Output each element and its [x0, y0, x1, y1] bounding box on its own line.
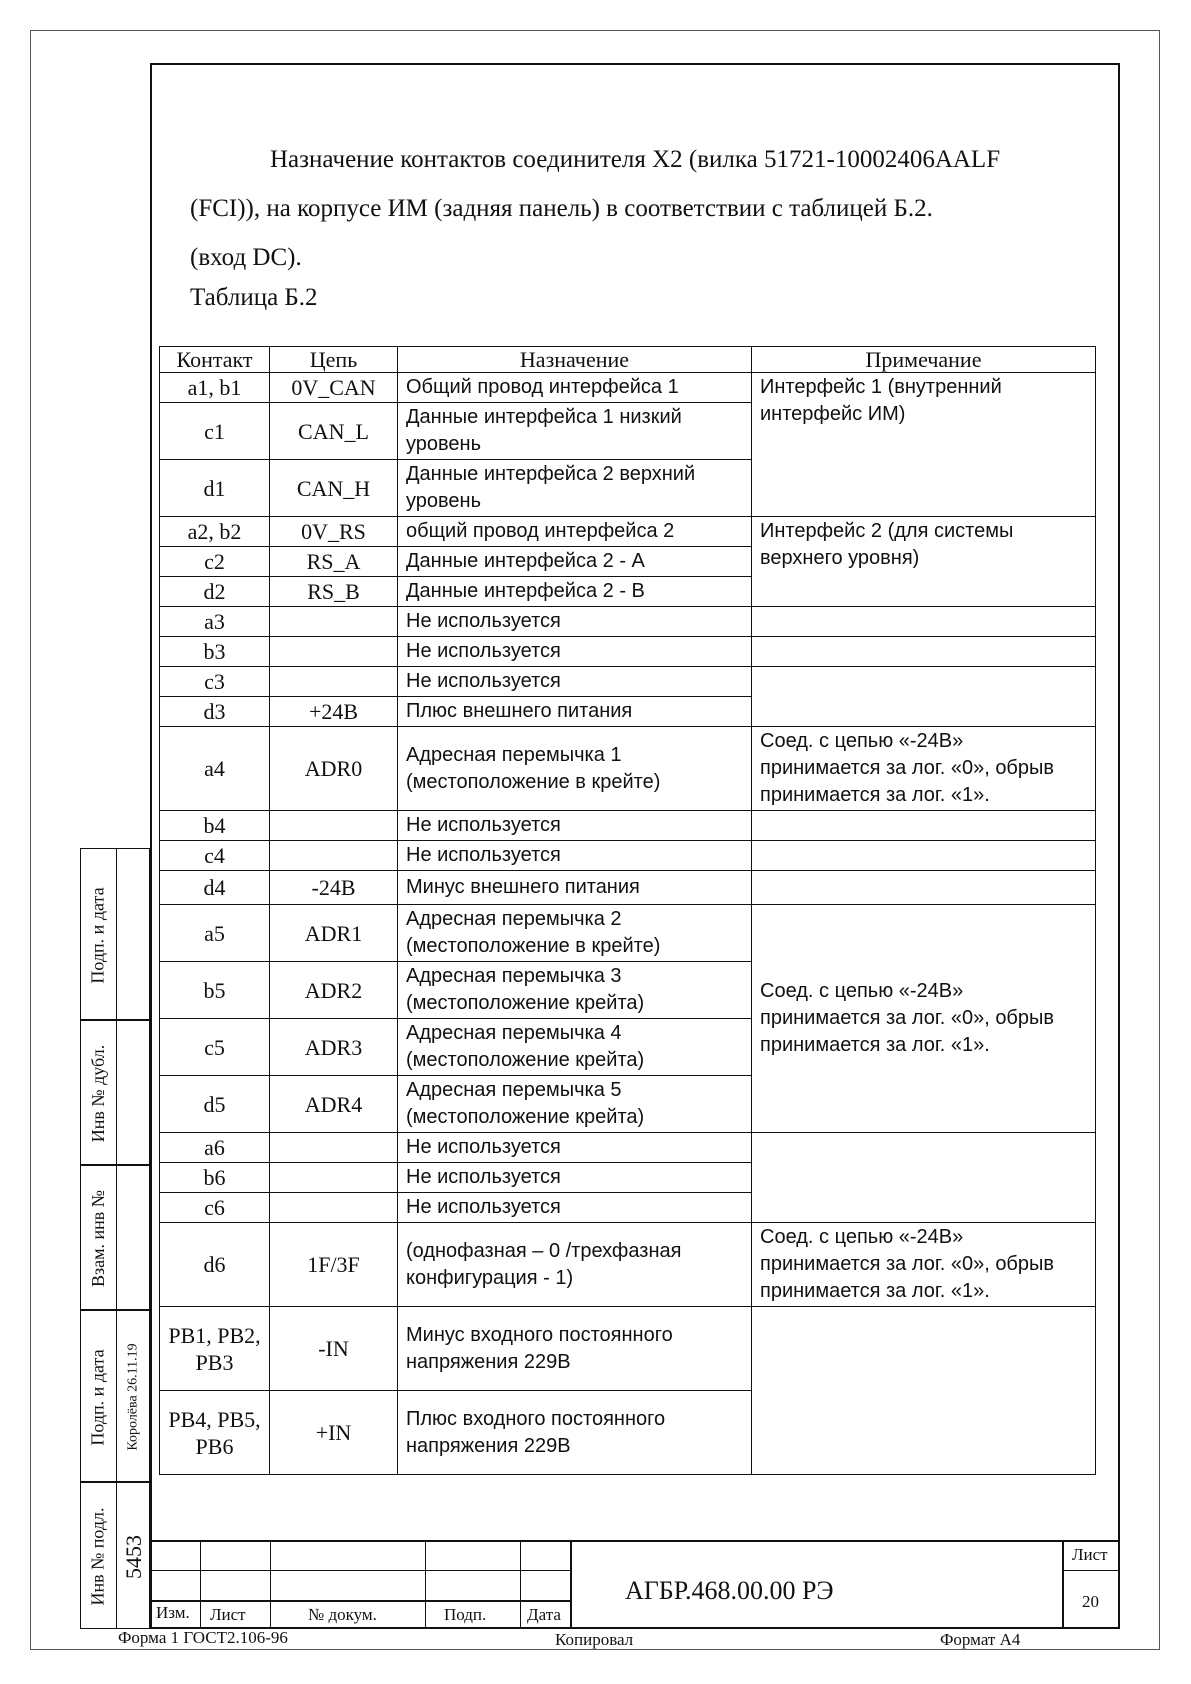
cell-circuit: +IN	[270, 1391, 398, 1475]
table-caption: Таблица Б.2	[190, 284, 318, 311]
table-row	[160, 841, 1096, 871]
cell-purpose: Не используется	[398, 637, 752, 667]
note-interface1: Интерфейс 1 (внутренний интерфейс ИМ)	[752, 373, 1096, 517]
cell-contact: c6	[160, 1193, 270, 1223]
margin-label: Подп. и дата	[88, 886, 109, 984]
cell-circuit	[270, 841, 398, 871]
note-interface2: Интерфейс 2 (для системы верхнего уровня)	[752, 517, 1096, 607]
cell-purpose: Минус входного постоянного напряжения 229В	[398, 1307, 752, 1391]
margin-inv-dubl	[80, 1020, 150, 1165]
margin-podp-data-1	[80, 848, 150, 1020]
cell-contact: c1	[160, 403, 270, 460]
cell-contact: d5	[160, 1076, 270, 1133]
document-designation: АГБР.468.00.00 РЭ	[625, 1576, 834, 1605]
cell-circuit: ADR3	[270, 1019, 398, 1076]
cell-circuit: CAN_H	[270, 460, 398, 517]
header-note: Примечание	[752, 347, 1096, 373]
stamp-list-label: Лист	[210, 1605, 246, 1624]
margin-vzam-inv	[80, 1165, 150, 1310]
table-row	[160, 517, 1096, 547]
cell-note-empty	[752, 871, 1096, 905]
cell-contact: a5	[160, 905, 270, 962]
cell-purpose: Адресная перемычка 3 (местоположение крейта)	[398, 962, 752, 1019]
table-row	[160, 811, 1096, 841]
cell-purpose: Не используется	[398, 1163, 752, 1193]
stamp-data-label: Дата	[527, 1605, 561, 1624]
cell-circuit: -24В	[270, 871, 398, 905]
cell-circuit: 1F/3F	[270, 1223, 398, 1307]
cell-contact: PB1, PB2, PB3	[160, 1307, 270, 1391]
cell-contact: c3	[160, 667, 270, 697]
footer-format: Формат А4	[940, 1630, 1021, 1649]
cell-circuit: ADR0	[270, 727, 398, 811]
cell-circuit: +24В	[270, 697, 398, 727]
intro-line-3: (вход DC).	[190, 244, 302, 271]
margin-inv-podl	[80, 1482, 150, 1629]
margin-label: Инв № дубл.	[88, 1044, 109, 1143]
header-contact: Контакт	[160, 347, 270, 373]
cell-contact: b6	[160, 1163, 270, 1193]
cell-circuit	[270, 1193, 398, 1223]
margin-label: Инв № подл.	[88, 1507, 108, 1606]
cell-purpose: Не используется	[398, 607, 752, 637]
cell-purpose: общий провод интерфейса 2	[398, 517, 752, 547]
sheet-label: Лист	[1072, 1545, 1108, 1564]
cell-contact: b4	[160, 811, 270, 841]
cell-contact: c2	[160, 547, 270, 577]
table-row	[160, 1307, 1096, 1391]
table-row	[160, 871, 1096, 905]
cell-contact: a1, b1	[160, 373, 270, 403]
cell-note-empty	[752, 811, 1096, 841]
margin-signature-value: Королёва 26.11.19	[125, 1343, 141, 1451]
cell-circuit: CAN_L	[270, 403, 398, 460]
cell-note-empty	[752, 1307, 1096, 1475]
cell-purpose: Не используется	[398, 841, 752, 871]
cell-note-empty	[752, 1133, 1096, 1223]
cell-circuit	[270, 637, 398, 667]
stamp-izm-label: Изм.	[156, 1603, 190, 1622]
table-row	[160, 373, 1096, 403]
cell-purpose: Минус внешнего питания	[398, 871, 752, 905]
cell-purpose: Адресная перемычка 4 (местоположение крейта)	[398, 1019, 752, 1076]
table-row	[160, 1133, 1096, 1163]
cell-circuit	[270, 667, 398, 697]
cell-purpose: Не используется	[398, 1193, 752, 1223]
table-header-row	[160, 347, 1096, 373]
cell-circuit: ADR4	[270, 1076, 398, 1133]
cell-purpose: Не используется	[398, 811, 752, 841]
cell-circuit	[270, 811, 398, 841]
cell-circuit: ADR1	[270, 905, 398, 962]
cell-circuit: 0V_RS	[270, 517, 398, 547]
cell-circuit	[270, 607, 398, 637]
stamp-podp-label: Подп.	[444, 1605, 487, 1624]
cell-contact: b5	[160, 962, 270, 1019]
cell-contact: a6	[160, 1133, 270, 1163]
cell-note-empty	[752, 841, 1096, 871]
intro-paragraph	[190, 135, 1100, 282]
cell-purpose: Адресная перемычка 2 (местоположение в крейте)	[398, 905, 752, 962]
cell-purpose: Общий провод интерфейса 1	[398, 373, 752, 403]
cell-note-empty	[752, 637, 1096, 667]
footer-form: Форма 1 ГОСТ2.106-96	[118, 1628, 288, 1647]
cell-circuit: -IN	[270, 1307, 398, 1391]
cell-contact: c5	[160, 1019, 270, 1076]
cell-purpose: Данные интерфейса 2 - B	[398, 577, 752, 607]
cell-purpose: Плюс входного постоянного напряжения 229В	[398, 1391, 752, 1475]
cell-purpose: Данные интерфейса 2 - A	[398, 547, 752, 577]
cell-purpose: Не используется	[398, 667, 752, 697]
cell-note-empty	[752, 667, 1096, 727]
margin-podp-data-2	[80, 1310, 150, 1482]
table-row	[160, 1223, 1096, 1307]
margin-label: Подп. и дата	[88, 1348, 109, 1446]
note-config: Соед. с цепью «-24В» принимается за лог. «0», обрыв принимается за лог. «1».	[752, 1223, 1096, 1307]
cell-circuit: RS_A	[270, 547, 398, 577]
cell-contact: d2	[160, 577, 270, 607]
cell-circuit	[270, 1133, 398, 1163]
cell-purpose: (однофазная – 0 /трехфазная конфигурация - 1)	[398, 1223, 752, 1307]
margin-label: Взам. инв №	[88, 1190, 108, 1287]
cell-circuit: 0V_CAN	[270, 373, 398, 403]
cell-contact: d1	[160, 460, 270, 517]
stamp-doc-label: № докум.	[308, 1605, 377, 1624]
cell-purpose: Не используется	[398, 1133, 752, 1163]
cell-contact: d6	[160, 1223, 270, 1307]
cell-contact: d4	[160, 871, 270, 905]
cell-contact: c4	[160, 841, 270, 871]
table-row	[160, 727, 1096, 811]
cell-contact: PB4, PB5, PB6	[160, 1391, 270, 1475]
cell-circuit: RS_B	[270, 577, 398, 607]
header-purpose: Назначение	[398, 347, 752, 373]
sheet-number: 20	[1082, 1592, 1099, 1611]
note-adr-group: Соед. с цепью «-24В» принимается за лог. «0», обрыв принимается за лог. «1».	[752, 905, 1096, 1133]
intro-line-1: Назначение контактов соединителя X2 (вилка 51721-10002406AALF	[270, 146, 1001, 173]
cell-note-empty	[752, 607, 1096, 637]
cell-contact: d3	[160, 697, 270, 727]
cell-circuit	[270, 1163, 398, 1193]
cell-purpose: Адресная перемычка 5 (местоположение крейта)	[398, 1076, 752, 1133]
table-row	[160, 607, 1096, 637]
footer-copied: Копировал	[555, 1630, 634, 1649]
cell-contact: b3	[160, 637, 270, 667]
note-adr0: Соед. с цепью «-24В» принимается за лог. «0», обрыв принимается за лог. «1».	[752, 727, 1096, 811]
title-block	[150, 1540, 1120, 1629]
table-row	[160, 667, 1096, 697]
header-circuit: Цепь	[270, 347, 398, 373]
cell-contact: a2, b2	[160, 517, 270, 547]
margin-inv-value: 5453	[120, 1534, 146, 1579]
cell-purpose: Адресная перемычка 1 (местоположение в крейте)	[398, 727, 752, 811]
intro-line-2: (FCI)), на корпусе ИМ (задняя панель) в соответствии с таблицей Б.2.	[190, 195, 933, 222]
table-row	[160, 905, 1096, 962]
cell-purpose: Данные интерфейса 1 низкий уровень	[398, 403, 752, 460]
cell-contact: a3	[160, 607, 270, 637]
cell-circuit: ADR2	[270, 962, 398, 1019]
cell-purpose: Данные интерфейса 2 верхний уровень	[398, 460, 752, 517]
cell-purpose: Плюс внешнего питания	[398, 697, 752, 727]
pinout-table	[159, 346, 1096, 1475]
table-row	[160, 637, 1096, 667]
cell-contact: a4	[160, 727, 270, 811]
